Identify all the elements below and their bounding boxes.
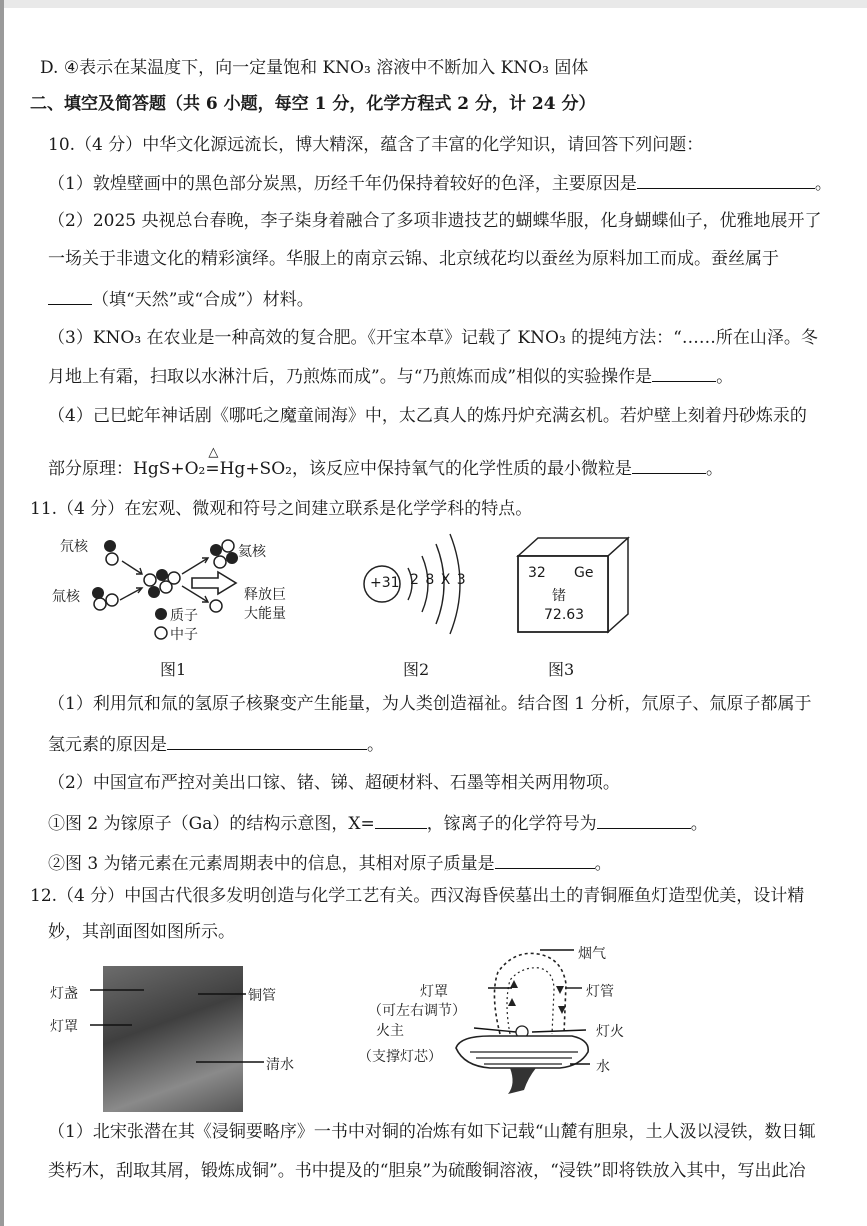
deuterium-label: 氘核 bbox=[60, 539, 88, 555]
legend-neutron-dot bbox=[155, 627, 167, 639]
release-label-2: 大能量 bbox=[244, 606, 286, 622]
answer-blank[interactable] bbox=[48, 288, 92, 305]
q10-part4-line1: （4）己巳蛇年神话剧《哪吒之魔童闹海》中，太乙真人的炼丹炉充满玄机。若炉壁上刻着丹砂炼汞的 bbox=[48, 406, 807, 426]
energy-arrow bbox=[192, 572, 236, 594]
shell-electrons: 2 8 X 3 bbox=[410, 572, 467, 588]
q11-part1-text: 氢元素的原因是 bbox=[48, 735, 167, 755]
q10-part2-line3 bbox=[48, 288, 314, 311]
fire-label: 灯火 bbox=[596, 1024, 624, 1040]
clean-water-label: 清水 bbox=[266, 1057, 294, 1073]
q10-part2-suffix: （填“天然”或“合成”）材料。 bbox=[92, 290, 314, 310]
answer-blank[interactable] bbox=[495, 852, 595, 869]
q10-part2-line2: 一场关于非遗文化的精彩演绎。华服上的南京云锦、北京绒花均以蚕丝为原料加工而成。蚕丝属于 bbox=[48, 249, 779, 269]
q12-intro-line2: 妙，其剖面图如图所示。 bbox=[48, 922, 235, 942]
q10-part3-line2 bbox=[48, 365, 733, 388]
q10-part4-line2 bbox=[48, 445, 723, 480]
shade-note: （可左右调节） bbox=[368, 1003, 466, 1019]
tritium-label: 氚核 bbox=[52, 589, 80, 605]
period: 。 bbox=[814, 174, 832, 194]
period: 。 bbox=[367, 735, 384, 755]
equation-right: Hg+SO₂，该反应中保持氧气的化学性质的最小微粒是 bbox=[219, 459, 632, 479]
answer-blank[interactable] bbox=[652, 365, 716, 382]
q10-part1-text: （1）敦煌壁画中的黑色部分炭黑，历经千年仍保持着较好的色泽，主要原因是 bbox=[48, 174, 637, 194]
merged-nucleus bbox=[144, 569, 180, 598]
q11-part2a-text: ①图 2 为镓原子（Ga）的结构示意图，X= bbox=[48, 814, 375, 834]
atomic-number: 32 bbox=[528, 565, 546, 581]
master-label: 火主 bbox=[376, 1023, 404, 1039]
q11-part2-a bbox=[48, 812, 708, 835]
smoke-label: 烟气 bbox=[578, 946, 606, 962]
water-label: 水 bbox=[596, 1059, 610, 1075]
release-label-1: 释放巨 bbox=[244, 587, 286, 603]
q10-part3-text: 月地上有霜，扫取以水淋汁后，乃煎炼而成”。与“乃煎炼而成”相似的实验操作是 bbox=[48, 367, 653, 387]
option-d: D. ④表示在某温度下，向一定量饱和 KNO₃ 溶液中不断加入 KNO₃ 固体 bbox=[40, 58, 589, 78]
shade-label: 灯罩 bbox=[420, 984, 448, 1000]
section-2-heading: 二、填空及简答题（共 6 小题，每空 1 分，化学方程式 2 分，计 24 分） bbox=[30, 94, 596, 114]
q11-part2-b bbox=[48, 852, 612, 875]
fig2-caption: 图2 bbox=[403, 660, 430, 679]
answer-blank[interactable] bbox=[375, 812, 427, 829]
pipe-label: 灯管 bbox=[586, 984, 614, 1000]
equals-sign: = bbox=[205, 459, 220, 479]
period: 。 bbox=[594, 854, 612, 874]
copper-pipe-label: 铜管 bbox=[248, 988, 276, 1004]
q11-part1-line1: （1）利用氘和氚的氢原子核聚变产生能量，为人类创造福祉。结合图 1 分析，氘原子、氚原子都属于 bbox=[48, 694, 812, 714]
delta-symbol: △ bbox=[208, 445, 219, 460]
answer-blank[interactable] bbox=[637, 172, 815, 189]
q11-part2: （2）中国宣布严控对美出口镓、锗、锑、超硬材料、石墨等相关两用物项。 bbox=[48, 773, 620, 793]
q10-part3-line1: （3）KNO₃ 在农业是一种高效的复合肥。《开宝本草》记载了 KNO₃ 的提纯方法：“……所在山泽。冬 bbox=[48, 328, 818, 348]
helium-label: 氦核 bbox=[238, 544, 266, 560]
period: 。 bbox=[705, 459, 723, 479]
q12-part1-line1: （1）北宋张潜在其《浸铜要略序》一书中对铜的冶炼有如下记载“山麓有胆泉，土人汲以浸铁，数日辄 bbox=[48, 1122, 816, 1142]
q11-part2b-text: ②图 3 为锗元素在元素周期表中的信息，其相对原子质量是 bbox=[48, 854, 495, 874]
q12-intro-line1: 12.（4 分）中国古代很多发明创造与化学工艺有关。西汉海昏侯墓出土的青铜雁鱼灯造型优美，设计精 bbox=[30, 886, 805, 906]
q10-intro: 10.（4 分）中华文化源远流长，博大精深，蕴含了丰富的化学知识，请回答下列问题： bbox=[48, 135, 704, 155]
fig3-caption: 图3 bbox=[548, 660, 575, 679]
atomic-mass: 72.63 bbox=[544, 607, 585, 623]
neutron-legend-label: 中子 bbox=[170, 627, 198, 643]
period: 。 bbox=[690, 814, 708, 834]
q11-part1-line2 bbox=[48, 733, 384, 756]
heating-equals bbox=[205, 445, 220, 480]
q11-part2a-mid: ，镓离子的化学符号为 bbox=[426, 814, 597, 834]
proton-legend-label: 质子 bbox=[170, 608, 198, 624]
free-neutron bbox=[210, 600, 222, 612]
answer-blank[interactable] bbox=[597, 812, 691, 829]
legend-proton-dot bbox=[155, 608, 167, 620]
lamp-cross-section bbox=[450, 944, 595, 1099]
master-note: （支撑灯芯） bbox=[358, 1049, 442, 1065]
tritium-nucleus bbox=[92, 587, 118, 610]
q10-part2-line1: （2）2025 央视总台春晚，李子柒身着融合了多项非遗技艺的蝴蝶华服，化身蝴蝶仙子，优雅地展开了 bbox=[48, 211, 822, 231]
nucleus-charge: +31 bbox=[370, 575, 400, 591]
scan-top-edge bbox=[0, 0, 867, 8]
answer-blank[interactable] bbox=[632, 457, 706, 474]
equation-left: 部分原理：HgS+O₂ bbox=[48, 459, 206, 479]
lamp-shade-label: 灯罩 bbox=[50, 1019, 78, 1035]
element-symbol: Ge bbox=[574, 565, 594, 581]
period: 。 bbox=[716, 367, 734, 387]
q10-part1 bbox=[48, 172, 832, 195]
element-name: 锗 bbox=[552, 588, 566, 604]
answer-blank[interactable] bbox=[167, 733, 367, 750]
q12-part1-line2: 类朽木，刮取其屑，锻炼成铜”。书中提及的“胆泉”为硫酸铜溶液，“浸铁”即将铁放入其中，写出此冶 bbox=[48, 1161, 806, 1181]
fig1-caption: 图1 bbox=[160, 660, 187, 679]
q11-intro: 11.（4 分）在宏观、微观和符号之间建立联系是化学学科的特点。 bbox=[30, 499, 533, 519]
deuterium-nucleus bbox=[104, 540, 118, 565]
helium-nucleus bbox=[210, 540, 238, 568]
lamp-bowl-label: 灯盏 bbox=[50, 986, 78, 1002]
scan-left-edge bbox=[0, 0, 4, 1226]
